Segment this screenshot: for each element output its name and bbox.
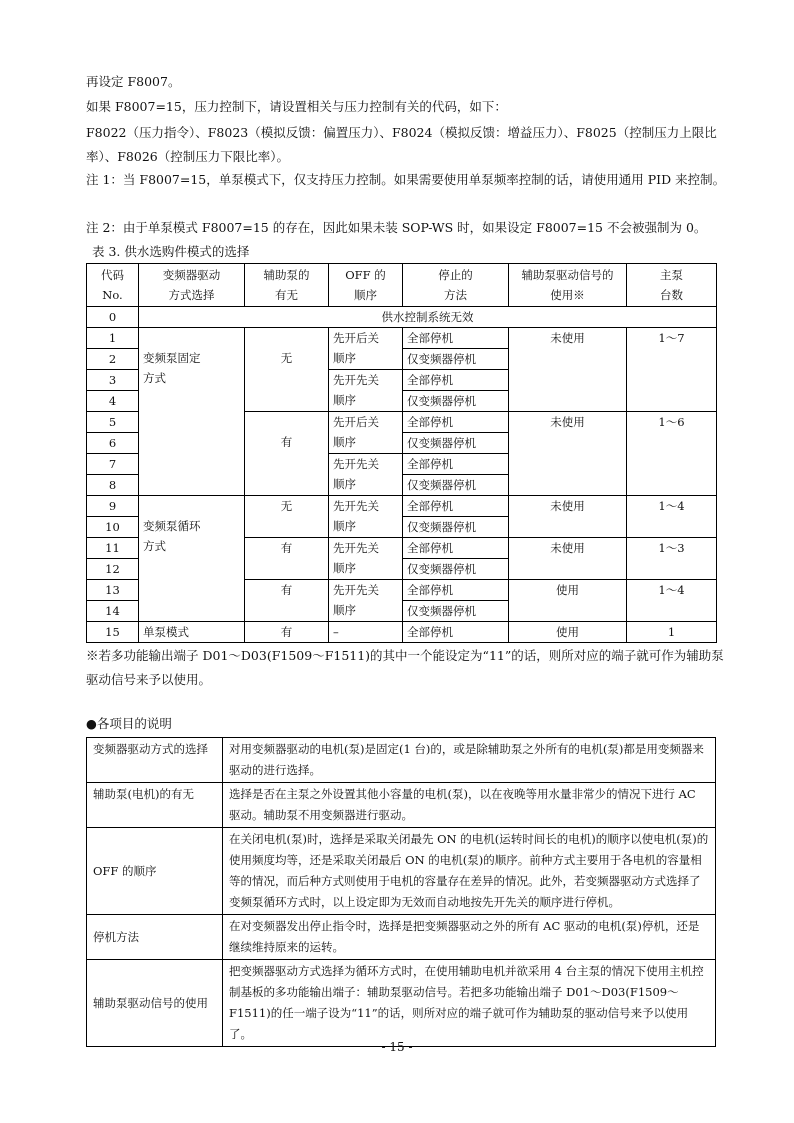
aux-signal-cell: 未使用 — [509, 538, 627, 580]
stop-method-cell: 全部停机 — [403, 496, 509, 517]
header-aux-signal: 辅助泵驱动信号的 使用※ — [509, 264, 627, 307]
drive-mode-cycle: 变频泵循环 方式 — [139, 496, 245, 622]
main-pumps-cell: 1～4 — [627, 496, 717, 538]
off-order-cell: 先开先关 顺序 — [329, 370, 403, 412]
row0-text: 供水控制系统无效 — [139, 307, 717, 328]
item-text: 把变频器驱动方式选择为循环方式时，在使用辅助电机并欲采用 4 台主泵的情况下使用主机控制基板的多功能输出端子：辅助泵驱动信号。若把多功能输出端子 D01～D03(F1509～F1511)的任一端子设为“11”的话，则所对应的端子就可作为辅助泵的驱动信号来予以使用了。 — [223, 960, 716, 1047]
code-cell: 9 — [87, 496, 139, 517]
off-order-cell: 先开先关 顺序 — [329, 496, 403, 538]
main-pumps-cell: 1～4 — [627, 580, 717, 622]
drive-mode-fixed: 变频泵固定 方式 — [139, 328, 245, 496]
aux-pump-cell: 无 — [245, 496, 329, 538]
explanation-row — [87, 783, 716, 828]
section-heading: ●各项目的说明 — [86, 716, 172, 731]
stop-method-cell: 仅变频器停机 — [403, 433, 509, 454]
header-code: 代码 No. — [87, 264, 139, 307]
item-label: 停机方法 — [87, 915, 223, 960]
mode-selection-table — [86, 263, 717, 643]
item-text: 在关闭电机(泵)时，选择是采取关闭最先 ON 的电机(运转时间长的电机)的顺序以使电机(泵)的使用频度均等，还是采取关闭最后 ON 的电机(泵)的顺序。前种方式主要用于各电机的容量相等的情况，而后种方式则使用于电机的容量存在差异的情况。此外，若变频器驱动方式选择了变频泵循环方式时，以上设定即为无效而自动地按先开先关的顺序进行停机。 — [223, 828, 716, 915]
off-order-cell: – — [329, 622, 403, 643]
aux-pump-cell: 有 — [245, 580, 329, 622]
code-cell: 3 — [87, 370, 139, 391]
main-pumps-cell: 1～7 — [627, 328, 717, 412]
stop-method-cell: 全部停机 — [403, 580, 509, 601]
stop-method-cell: 全部停机 — [403, 538, 509, 559]
code-cell: 12 — [87, 559, 139, 580]
aux-signal-cell: 未使用 — [509, 328, 627, 412]
aux-pump-cell: 有 — [245, 622, 329, 643]
stop-method-cell: 仅变频器停机 — [403, 559, 509, 580]
code-cell: 8 — [87, 475, 139, 496]
code-cell: 13 — [87, 580, 139, 601]
stop-method-cell: 仅变频器停机 — [403, 349, 509, 370]
aux-signal-cell: 未使用 — [509, 496, 627, 538]
code-cell: 11 — [87, 538, 139, 559]
explanation-row — [87, 915, 716, 960]
aux-pump-cell: 有 — [245, 412, 329, 496]
code-cell: 10 — [87, 517, 139, 538]
page-number: - 15 - — [381, 1040, 413, 1054]
code-cell: 15 — [87, 622, 139, 643]
note-1: 注 1：当 F8007=15，单泵模式下，仅支持压力控制。如果需要使用单泵频率控制的话，请使用通用 PID 来控制。 — [86, 172, 726, 187]
off-order-cell: 先开后关 顺序 — [329, 328, 403, 370]
code-cell: 0 — [87, 307, 139, 328]
explanation-row — [87, 738, 716, 783]
explanation-row — [87, 828, 716, 915]
stop-method-cell: 全部停机 — [403, 328, 509, 349]
aux-signal-cell: 未使用 — [509, 412, 627, 496]
stop-method-cell: 全部停机 — [403, 370, 509, 391]
aux-pump-cell: 有 — [245, 538, 329, 580]
item-text: 在对变频器发出停止指令时，选择是把变频器驱动之外的所有 AC 驱动的电机(泵)停机，还是继续维持原来的运转。 — [223, 915, 716, 960]
stop-method-cell: 全部停机 — [403, 454, 509, 475]
paragraph-set-f8007: 再设定 F8007。 — [86, 74, 181, 89]
item-label: OFF 的顺序 — [87, 828, 223, 915]
off-order-cell: 先开先关 顺序 — [329, 538, 403, 580]
note-2: 注 2：由于单泵模式 F8007=15 的存在，因此如果未装 SOP-WS 时，如果设定 F8007=15 不会被强制为 0。 — [86, 220, 707, 235]
header-main-pumps: 主泵 台数 — [627, 264, 717, 307]
code-cell: 7 — [87, 454, 139, 475]
paragraph-pressure-control: 如果 F8007=15，压力控制下，请设置相关与压力控制有关的代码，如下： — [86, 99, 507, 114]
header-aux-pump: 辅助泵的 有无 — [245, 264, 329, 307]
item-label: 辅助泵(电机)的有无 — [87, 783, 223, 828]
drive-mode-single: 单泵模式 — [139, 622, 245, 643]
table-caption: 表 3. 供水选购件模式的选择 — [92, 244, 250, 259]
aux-signal-cell: 使用 — [509, 622, 627, 643]
item-text: 对用变频器驱动的电机(泵)是固定(1 台)的，或是除辅助泵之外所有的电机(泵)都是用变频器来驱动的进行选择。 — [223, 738, 716, 783]
stop-method-cell: 仅变频器停机 — [403, 475, 509, 496]
off-order-cell: 先开后关 顺序 — [329, 412, 403, 454]
off-order-cell: 先开先关 顺序 — [329, 580, 403, 622]
item-label: 辅助泵驱动信号的使用 — [87, 960, 223, 1047]
stop-method-cell: 全部停机 — [403, 622, 509, 643]
stop-method-cell: 仅变频器停机 — [403, 517, 509, 538]
item-explanation-table — [86, 737, 716, 1047]
header-off-order: OFF 的 顺序 — [329, 264, 403, 307]
paragraph-pressure-codes: F8022（压力指令）、F8023（模拟反馈：偏置压力）、F8024（模拟反馈：增益压力）、F8025（控制压力上限比率）、F8026（控制压力下限比率）。 — [86, 125, 717, 164]
main-pumps-cell: 1～3 — [627, 538, 717, 580]
code-cell: 5 — [87, 412, 139, 433]
off-order-cell: 先开先关 顺序 — [329, 454, 403, 496]
item-text: 选择是否在主泵之外设置其他小容量的电机(泵)，以在夜晚等用水量非常少的情况下进行 AC 驱动。辅助泵不用变频器进行驱动。 — [223, 783, 716, 828]
item-label: 变频器驱动方式的选择 — [87, 738, 223, 783]
header-stop-method: 停止的 方法 — [403, 264, 509, 307]
stop-method-cell: 全部停机 — [403, 412, 509, 433]
stop-method-cell: 仅变频器停机 — [403, 391, 509, 412]
code-cell: 6 — [87, 433, 139, 454]
main-pumps-cell: 1～6 — [627, 412, 717, 496]
code-cell: 4 — [87, 391, 139, 412]
stop-method-cell: 仅变频器停机 — [403, 601, 509, 622]
main-pumps-cell: 1 — [627, 622, 717, 643]
aux-pump-cell: 无 — [245, 328, 329, 412]
code-cell: 2 — [87, 349, 139, 370]
explanation-row — [87, 960, 716, 1047]
aux-signal-cell: 使用 — [509, 580, 627, 622]
code-cell: 1 — [87, 328, 139, 349]
table-footnote: ※若多功能输出端子 D01～D03(F1509～F1511)的其中一个能设定为“11”的话，则所对应的端子就可作为辅助泵驱动信号来予以使用。 — [86, 648, 724, 687]
header-drive-mode: 变频器驱动 方式选择 — [139, 264, 245, 307]
code-cell: 14 — [87, 601, 139, 622]
